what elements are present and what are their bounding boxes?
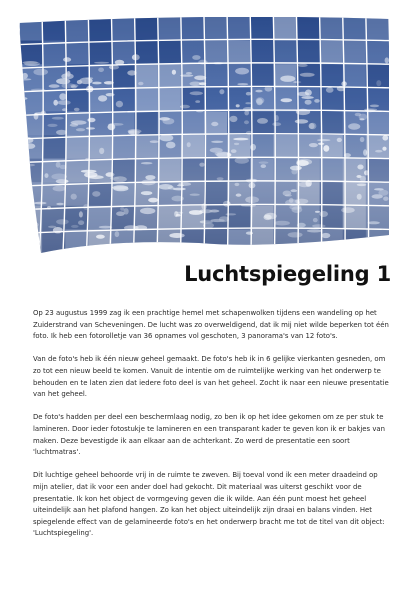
mosaic-tile [343,64,366,88]
mosaic-tile [112,88,135,112]
mosaic-tile [135,64,158,88]
mosaic-tile [320,159,343,183]
mosaic-tile [343,111,366,135]
mosaic-tile [343,229,366,253]
mosaic-tile [227,135,250,159]
mosaic-tile [343,159,366,183]
mosaic-tile [297,135,320,159]
mosaic-tile [297,41,320,65]
mosaic-tile [88,135,111,159]
mosaic-tile [297,88,320,112]
mosaic-tile [227,17,250,41]
mosaic-tile [366,135,389,159]
paragraph: Op 23 augustus 1999 zag ik een prachtige hemel met schapenwolken tijdens een wandeling op het Zuiderstrand van Scheveningen. De lucht was zo overweldigend, dat ik mij niet wilde beperken tot één foto. Ik heb een fotorolletje van 36 opnames vol geschoten, 3 panorama's van 12 foto's. [33,309,389,341]
mosaic-tile [273,111,296,135]
cloud-puff [21,183,28,186]
mosaic-tile [158,41,181,65]
body-text [33,308,393,551]
mosaic-tile [227,229,250,253]
mosaic-tile [343,88,366,112]
mosaic-tile [181,41,204,65]
mosaic-tile [65,182,88,206]
mosaic-tile [65,111,88,135]
mosaic-tile [320,229,343,253]
mosaic-tile [250,64,273,88]
mosaic-tile [112,206,135,230]
mosaic-tile [158,88,181,112]
mosaic-tile [297,111,320,135]
grid-line [19,252,389,253]
mosaic-tile [273,135,296,159]
mosaic-tile [158,111,181,135]
mosaic-tile [135,206,158,230]
mosaic-tile [320,111,343,135]
mosaic-tile [366,111,389,135]
sky-photo-mosaic [19,17,389,253]
cloud-puff [22,135,26,139]
mosaic-tile [181,135,204,159]
mosaic-tile [135,111,158,135]
mosaic-tile [204,41,227,65]
mosaic-tile [181,182,204,206]
mosaic-tile [250,88,273,112]
mosaic-tile [112,17,135,41]
mosaic-tile [112,159,135,183]
mosaic-tile [158,206,181,230]
mosaic-tile [273,159,296,183]
mosaic-tile [320,206,343,230]
mosaic-tile [88,206,111,230]
mosaic-tile [366,229,389,253]
mosaic-tile [343,17,366,41]
cloud-puff [19,231,24,236]
mosaic-tile [204,182,227,206]
mosaic-tile [181,64,204,88]
mosaic-tile [343,182,366,206]
cloud-puff [20,173,24,176]
mosaic-tile [297,17,320,41]
mosaic-tile [273,206,296,230]
mosaic-tile [158,182,181,206]
mosaic-tile [227,159,250,183]
mosaic-tile [320,41,343,65]
paragraph: Van de foto's heb ik één nieuw geheel gemaakt. De foto's heb ik in 6 gelijke vierkanten gesneden, om zo tot een nieuw beeld te komen. Vanuit de intentie om de ruimtelijke werking van het onderwerp te behouden en te laten zien dat iedere foto deel is van het geheel. Zocht ik naar een nieuwe presentatie van het geheel. [33,355,389,399]
mosaic-tile [204,17,227,41]
mosaic-tile [227,206,250,230]
mosaic-tile [65,17,88,41]
mosaic-tile [88,64,111,88]
mosaic-tile [204,111,227,135]
mosaic-tile [366,182,389,206]
mosaic-tile [250,41,273,65]
paragraph: Dit luchtige geheel behoorde vrij in de ruimte te zweven. Bij toeval vond ik een meter draadeind op mijn atelier, dat ik voor een ander doel had gekocht. Dit materiaal was uiterst geschikt voor de presentatie. Ik kon het object de vormgeving geven die ik wilde. Aan één punt moest het geheel uiteindelijk aan het plafond hangen. Zo kan het object uiteindelijk zijn draai en balans vinden. Het spiegelende effect van de gelamineerde foto's en het onderwerp bracht me tot de titel van dit object: 'Luchtspiegeling'. [33,471,385,538]
mosaic-tile [366,64,389,88]
mosaic-tile [65,159,88,183]
mosaic-tile [112,64,135,88]
mosaic-tile [65,88,88,112]
mosaic-tile [65,64,88,88]
mosaic-tile [250,135,273,159]
mosaic-tile [135,159,158,183]
mosaic-tile [273,64,296,88]
mosaic-tile [19,17,42,41]
mosaic-tile [250,111,273,135]
mosaic-tile [273,88,296,112]
mosaic-tile [320,88,343,112]
mosaic-tile [112,41,135,65]
mosaic-tile [204,135,227,159]
mosaic-tile [320,182,343,206]
grid-line [19,17,20,253]
mosaic-tile [158,64,181,88]
mosaic-tile [366,17,389,41]
mosaic-tile [250,206,273,230]
mosaic-tile [88,159,111,183]
mosaic-tile [297,159,320,183]
mosaic-tile [297,229,320,253]
mosaic-tile [227,182,250,206]
mosaic-tile [320,17,343,41]
mosaic-tile [204,159,227,183]
mosaic-tile [181,111,204,135]
cloud-puff [19,198,32,202]
mosaic-tile [88,111,111,135]
mosaic-tile [297,182,320,206]
mosaic-tile [343,206,366,230]
mosaic-tile [320,135,343,159]
mosaic-tile [227,111,250,135]
mosaic-tile [204,88,227,112]
cloud-puff [26,206,34,211]
mosaic-tile [297,64,320,88]
mosaic-tile [181,17,204,41]
mosaic-tile [65,41,88,65]
mosaic-tile [88,88,111,112]
mosaic-tile [181,159,204,183]
mosaic-tile [158,229,181,253]
mosaic-tile [65,135,88,159]
mosaic-tile [297,206,320,230]
mosaic-tile [320,64,343,88]
cloud-puff [25,221,39,228]
mosaic-tile [204,206,227,230]
page-title: Luchtspiegeling 1 [184,262,391,286]
mosaic-tile [250,159,273,183]
mosaic-tile [204,64,227,88]
mosaic-tile [250,229,273,253]
mosaic-tile [273,41,296,65]
mosaic-tile [112,229,135,253]
mosaic-tile [227,88,250,112]
paragraph: De foto's hadden per deel een beschermlaag nodig, zo ben ik op het idee gekomen om ze per stuk te lamineren. Door ieder fotostukje te lamineren en een transparant kader te geven kon ik er bakjes van maken. Deze bevestigde ik aan elkaar aan de achterkant. Zo werd de presentatie een soort 'luchtmatras'. [33,413,385,457]
mosaic-tile [135,135,158,159]
mosaic-tile [135,41,158,65]
mosaic-tile [65,229,88,253]
mosaic-tile [112,182,135,206]
mosaic-tile [112,135,135,159]
cloud-puff [19,228,26,233]
mosaic-tile [366,88,389,112]
mosaic-tile [227,41,250,65]
mosaic-tile [158,135,181,159]
mosaic-tile [135,88,158,112]
mosaic-tile [250,182,273,206]
mosaic-tile [135,17,158,41]
mosaic-tile [227,64,250,88]
mosaic-tile [88,182,111,206]
cloud-puff [22,235,26,238]
mosaic-tile [366,159,389,183]
cloud-puff [19,105,24,111]
mosaic-tile [250,17,273,41]
mosaic-tile [204,229,227,253]
mosaic-tile [88,229,111,253]
mosaic-tile [158,159,181,183]
mosaic-tile [366,41,389,65]
mosaic-tile [273,17,296,41]
mosaic-tile [135,229,158,253]
cloud-puff [20,141,26,147]
mosaic-tile [366,206,389,230]
mosaic-tile [181,206,204,230]
mosaic-tile [65,206,88,230]
mosaic-tile [42,17,65,41]
mosaic-tile [273,182,296,206]
mosaic-tile [135,182,158,206]
mosaic-tile [158,17,181,41]
mosaic-tile [181,229,204,253]
mosaic-tile [273,229,296,253]
mosaic-tile [343,135,366,159]
mosaic-tile [88,41,111,65]
mosaic-tile [88,17,111,41]
mosaic-tile [343,41,366,65]
mosaic-tile [181,88,204,112]
mosaic-tile [112,111,135,135]
